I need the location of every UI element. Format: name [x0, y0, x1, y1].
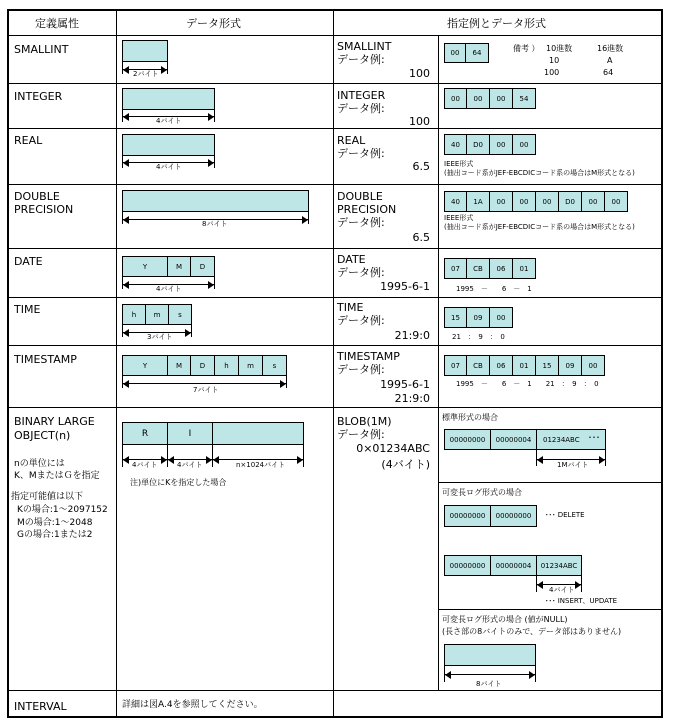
hex-cell: 07 — [444, 355, 467, 376]
col-divider-1 — [116, 9, 117, 717]
table-border-right — [661, 9, 663, 717]
null-length-box — [444, 644, 536, 666]
hex-cell: 09 — [466, 307, 490, 328]
example-label: データ例: — [337, 266, 385, 279]
variable-log-title: 可変長ログ形式の場合 — [442, 488, 522, 497]
decoded-value: 21 ： 9 ： 0 — [452, 333, 505, 341]
null-format-title: 可変長ログ形式の場合 (値がNULL) — [442, 615, 568, 624]
type-name-real: REAL — [14, 134, 43, 147]
hex-cell: 00 — [466, 88, 490, 109]
row-divider — [7, 407, 662, 408]
sub-divider — [438, 609, 662, 610]
format-field: D — [190, 355, 215, 376]
example-name: REAL — [337, 134, 366, 147]
example-name: TIME — [337, 301, 364, 314]
row-divider — [7, 128, 662, 129]
format-field: I — [167, 422, 213, 445]
hex-cell: 00000000 — [444, 505, 491, 527]
type-name-time: TIME — [14, 303, 41, 316]
decoded-value: 1995 － 6 － 1 21 ： 9 ： 0 — [456, 380, 599, 388]
col-divider-3 — [438, 36, 439, 690]
format-field: M — [167, 355, 191, 376]
example-label: データ例: — [337, 363, 385, 376]
hex-cell: 1A — [466, 191, 490, 212]
type-name-date: DATE — [14, 255, 43, 268]
ellipsis: ･･･ — [588, 433, 600, 442]
size-dimension-arrow — [537, 584, 581, 585]
example-value: 1995-6-1 — [380, 280, 430, 293]
type-name-double-1: DOUBLE — [14, 190, 60, 203]
type-name-timestamp: TIMESTAMP — [14, 353, 77, 366]
hex-cell: 09 — [558, 355, 582, 376]
hex-cell: 15 — [535, 355, 559, 376]
hex-cell: 00 — [604, 191, 628, 212]
format-field: Y — [122, 355, 168, 376]
hex-cell: 00 — [535, 191, 559, 212]
size-dimension-arrow — [123, 459, 167, 460]
header-example-format: 指定例とデータ形式 — [447, 17, 546, 30]
hex-cell: 01 — [512, 355, 536, 376]
example-value: 1995-6-1 — [380, 378, 430, 391]
real-format-box — [122, 134, 215, 156]
hex-cell: 00000000 — [444, 429, 491, 450]
type-name-integer: INTEGER — [14, 90, 63, 103]
note-value: 64 — [603, 68, 614, 77]
format-field: D — [190, 256, 215, 277]
hex-cell: 00 — [444, 88, 467, 109]
hex-cell: 15 — [444, 307, 467, 328]
hex-cell: 00 — [512, 191, 536, 212]
type-name-blob-1: BINARY LARGE — [14, 415, 95, 428]
hex-cell: 00000004 — [490, 429, 537, 450]
type-name-interval: INTERVAL — [14, 700, 67, 713]
size-dimension-arrow — [168, 459, 212, 460]
smallint-format-box — [122, 40, 168, 62]
example-name: DATE — [337, 253, 366, 266]
byte-size-label: 4バイト — [177, 461, 203, 469]
format-note: (抽出コード系がJEF-EBCDICコード系の場合はM形式となる) — [444, 223, 635, 231]
hex-cell: 01234ABC — [536, 555, 582, 576]
format-field: m — [238, 355, 263, 376]
header-data-format: データ形式 — [186, 17, 241, 30]
example-label: データ例: — [337, 53, 385, 66]
byte-size-label: 8バイト — [202, 220, 228, 228]
format-note: (抽出コード系がJEF-EBCDICコード系の場合はM形式となる) — [444, 169, 635, 177]
size-dimension-arrow — [213, 459, 303, 460]
hex-cell: D0 — [466, 134, 490, 155]
interval-reference: 詳細は図A.4を参照してください。 — [122, 700, 263, 710]
hex-cell: 00 — [489, 134, 513, 155]
hex-cell: 00 — [489, 307, 513, 328]
hex-cell: 00 — [489, 88, 513, 109]
row-divider — [7, 184, 662, 185]
range-note: 指定可能値は以下 — [11, 492, 84, 502]
row-divider — [7, 297, 662, 298]
type-name-smallint: SMALLINT — [14, 43, 69, 56]
byte-size-label: 4バイト — [156, 285, 182, 293]
hex-cell: 64 — [465, 43, 489, 63]
example-label: データ例: — [337, 102, 385, 115]
decoded-value: 1995 － 6 － 1 — [456, 285, 532, 293]
null-format-note: (長さ部の8バイトのみで、データ部はありません) — [442, 627, 622, 636]
hex-cell: 00 — [581, 355, 605, 376]
standard-format-title: 標準形式の場合 — [442, 413, 498, 422]
format-field: R — [122, 422, 168, 445]
byte-size-label: n×1024バイト — [236, 461, 286, 469]
type-name-double-2: PRECISION — [14, 203, 74, 216]
format-note: IEEE形式 — [444, 160, 474, 168]
row-divider — [7, 248, 662, 249]
note-col-decimal: 10進数 — [546, 44, 573, 53]
byte-size-label: 4バイト — [156, 117, 182, 125]
format-field: s — [262, 355, 287, 376]
example-value: 21:9:0 — [394, 392, 430, 405]
format-footnote: 注)単位にKを指定した場合 — [130, 478, 227, 487]
example-value: 6.5 — [412, 160, 430, 173]
type-name-blob-2: OBJECT(n) — [14, 429, 71, 442]
example-length: (4バイト) — [381, 458, 430, 471]
hex-cell: 00 — [581, 191, 605, 212]
example-value: 0×01234ABC — [356, 442, 430, 455]
byte-size-label: 2バイト — [133, 70, 159, 78]
hex-cell: CB — [466, 258, 490, 279]
hex-cell: 00000000 — [444, 555, 491, 576]
delete-label: ･･･ DELETE — [545, 511, 585, 519]
example-name: PRECISION — [337, 203, 397, 216]
format-field: h — [122, 304, 146, 325]
example-value: 6.5 — [412, 231, 430, 244]
note-value: A — [607, 56, 613, 65]
header-definition-attribute: 定義属性 — [35, 17, 79, 30]
hex-cell: 06 — [489, 355, 513, 376]
table-border-bottom — [7, 716, 663, 718]
size-dimension-arrow — [537, 459, 605, 460]
table-border-top — [7, 9, 663, 11]
hex-cell: 00 — [512, 134, 536, 155]
example-name: INTEGER — [337, 89, 386, 102]
example-name: TIMESTAMP — [337, 350, 400, 363]
byte-size-label: 3バイト — [147, 333, 173, 341]
example-label: データ例: — [337, 216, 385, 229]
format-field: M — [167, 256, 191, 277]
sub-divider — [438, 482, 662, 483]
hex-cell: 06 — [489, 258, 513, 279]
hex-cell: 00000000 — [490, 505, 537, 527]
example-name: SMALLINT — [337, 40, 392, 53]
hex-cell: 00 — [489, 191, 513, 212]
format-field: h — [214, 355, 239, 376]
format-note: IEEE形式 — [444, 214, 474, 222]
row-divider — [7, 35, 662, 36]
example-label: データ例: — [337, 428, 385, 441]
hex-cell: D0 — [558, 191, 582, 212]
unit-note: K、MまたはＧを指定 — [14, 471, 100, 481]
format-field — [212, 422, 304, 445]
byte-size-label: 4バイト — [132, 461, 158, 469]
size-dimension-arrow — [123, 383, 286, 384]
hex-cell: 00 — [444, 43, 466, 63]
range-note: Mの場合:1～2048 — [17, 518, 93, 528]
hex-cell: 40 — [444, 191, 467, 212]
row-divider — [7, 690, 662, 691]
size-dimension-arrow — [445, 674, 535, 675]
hex-cell: 01234ABC — [536, 429, 606, 450]
hex-cell: CB — [466, 355, 490, 376]
example-value: 21:9:0 — [394, 329, 430, 342]
range-note: Kの場合:1～2097152 — [17, 505, 108, 515]
note-title: 備考 ） — [513, 44, 540, 53]
example-name: BLOB(1M) — [337, 415, 392, 428]
insert-update-label: ･･･ INSERT、UPDATE — [545, 597, 618, 605]
byte-size-label: 7バイト — [193, 386, 219, 394]
note-value: 10 — [549, 56, 560, 65]
note-value: 100 — [544, 68, 560, 77]
note-col-hex: 16進数 — [597, 44, 624, 53]
byte-size-label: 1Mバイト — [557, 461, 589, 469]
row-divider — [7, 345, 662, 346]
hex-cell: 00000004 — [490, 555, 537, 576]
hex-cell: 01 — [512, 258, 536, 279]
byte-size-label: 8バイト — [476, 680, 502, 688]
range-note: Gの場合:1または2 — [17, 530, 93, 540]
byte-size-label: 4バイト — [156, 163, 182, 171]
row-divider — [7, 83, 662, 84]
hex-cell: 40 — [444, 134, 467, 155]
table-border-left — [7, 9, 9, 717]
example-label: データ例: — [337, 147, 385, 160]
example-value: 100 — [409, 115, 430, 128]
integer-format-box — [122, 88, 215, 110]
format-field: m — [145, 304, 169, 325]
hex-cell: 54 — [512, 88, 536, 109]
format-field: s — [168, 304, 192, 325]
unit-note: nの単位には — [14, 459, 65, 469]
example-value: 100 — [409, 67, 430, 80]
col-divider-2 — [333, 9, 334, 717]
format-field: Y — [122, 256, 168, 277]
byte-size-label: 4バイト — [549, 586, 575, 594]
double-format-box — [122, 190, 309, 212]
example-name: DOUBLE — [337, 190, 383, 203]
hex-cell: 07 — [444, 258, 467, 279]
example-label: データ例: — [337, 314, 385, 327]
